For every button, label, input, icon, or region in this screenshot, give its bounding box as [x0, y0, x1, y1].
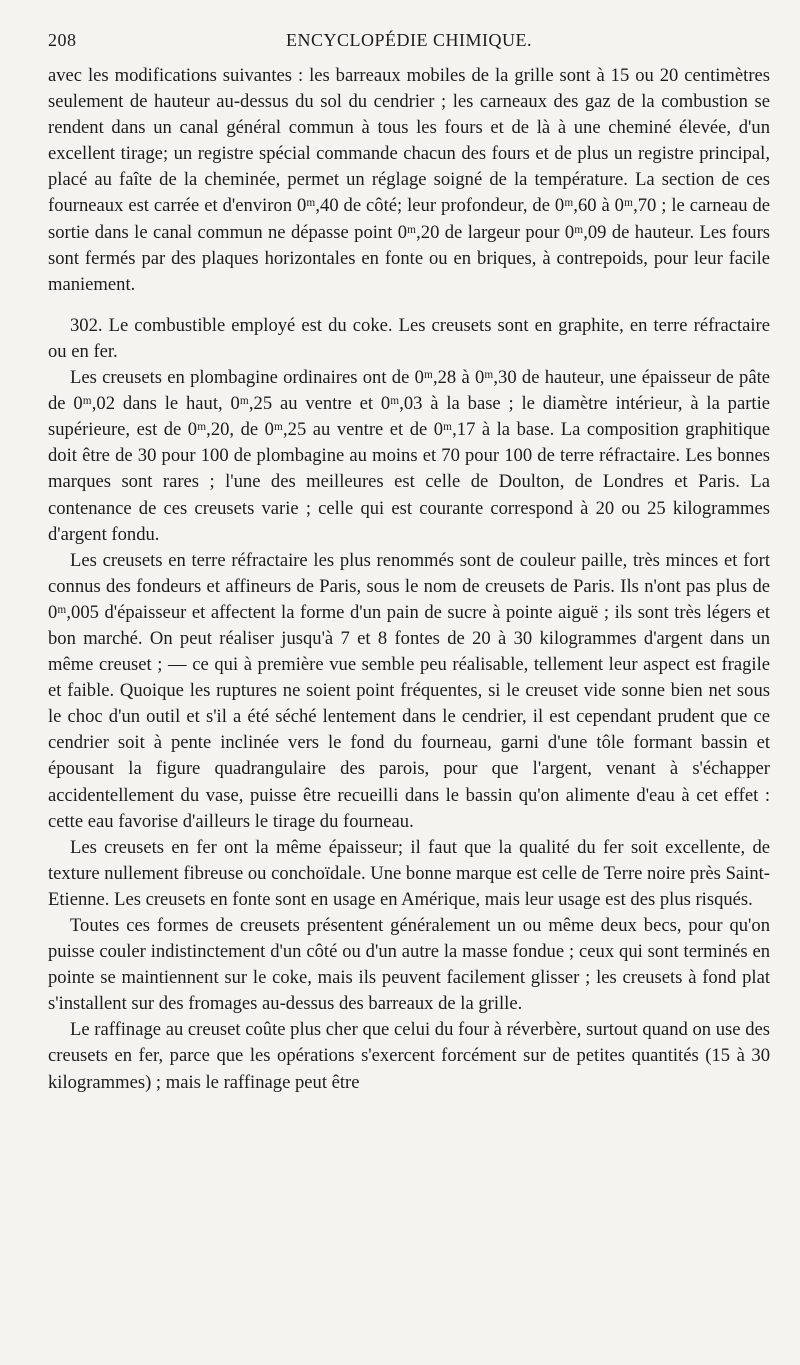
paragraph-302-combustible: 302. Le combustible employé est du coke. Les creusets sont en graphite, en terre réfractaire ou en fer.	[48, 314, 770, 362]
paragraph-furnace-modifications: avec les modifications suivantes : les barreaux mobiles de la grille sont à 15 ou 20 centimètres seulement de hauteur au-dessus du sol du cendrier ; les carneaux des gaz de la combustion se rendent dans un canal général commun à tous les fours et de là à une cheminé élevée, d'un excellent tirage; un registre spécial commande chacun des fours et de plus un registre principal, placé au faîte de la cheminée, permet un réglage soigné de la température. La section de ces fourneaux est carrée et d'environ 0ᵐ,40 de côté; leur profondeur, de 0ᵐ,60 à 0ᵐ,70 ; le carneau de sortie dans le canal commun ne dépasse point 0ᵐ,20 de largeur pour 0ᵐ,09 de hauteur. Les fours sont fermés par des plaques horizontales en fonte ou en briques, à contrepoids, pour leur facile maniement.	[48, 65, 770, 295]
paragraph-graphite-crucibles: Les creusets en plombagine ordinaires ont de 0ᵐ,28 à 0ᵐ,30 de hauteur, une épaisseur de pâte de 0ᵐ,02 dans le haut, 0ᵐ,25 au ventre et 0ᵐ,03 à la base ; le diamètre intérieur, à la partie supérieure, est de 0ᵐ,20, de 0ᵐ,25 au ventre et de 0ᵐ,17 à la base. La composition graphitique doit être de 30 pour 100 de plombagine au moins et 70 pour 100 de terre réfractaire. Les bonnes marques sont rares ; l'une des meilleures est celle de Doulton, de Londres et Paris. La contenance de ces creusets varie ; celle qui est courante correspond à 20 ou 25 kilogrammes d'argent fondu.	[48, 367, 770, 545]
page-body	[48, 63, 770, 1096]
paragraph-refining-cost: Le raffinage au creuset coûte plus cher que celui du four à réverbère, surtout quand on use des creusets en fer, parce que les opérations s'exercent forcément sur de petites quantités (15 à 30 kilogrammes) ; mais le raffinage peut être	[48, 1019, 770, 1093]
paragraph-iron-crucibles: Les creusets en fer ont la même épaisseur; il faut que la qualité du fer soit excellente, de texture nullement fibreuse ou conchoïdale. Une bonne marque est celle de Terre noire près Saint-Etienne. Les creusets en fonte sont en usage en Amérique, mais leur usage est des plus risqués.	[48, 836, 770, 910]
paragraph-crucible-forms: Toutes ces formes de creusets présentent généralement un ou même deux becs, pour qu'on puisse couler indistinctement d'un côté ou d'un autre la masse fondue ; ceux qui sont terminés en pointe se maintiennent sur le coke, mais ils peuvent facilement glisser ; les creusets à fond plat s'installent sur des fromages au-dessus des barreaux de la grille.	[48, 915, 770, 1015]
paragraph-refractory-crucibles: Les creusets en terre réfractaire les plus renommés sont de couleur paille, très minces et fort connus des fondeurs et affineurs de Paris, sous le nom de creusets de Paris. Ils n'ont pas plus de 0ᵐ,005 d'épaisseur et affectent la forme d'un pain de sucre à pointe aiguë ; ils sont très légers et bon marché. On peut réaliser jusqu'à 7 et 8 fontes de 20 à 30 kilogrammes d'argent dans un même creuset ; — ce qui à première vue semble peu réalisable, tellement leur aspect est fragile et faible. Quoique les ruptures ne soient point fréquentes, si le creuset vide sonne bien net sous le choc d'un outil et s'il a été séché lentement dans le cendrier, il est cependant prudent que ce cendrier soit à pente inclinée vers le fond du fourneau, garni d'une tôle formant bassin et épousant la figure quadrangulaire des parois, pour que l'argent, venant à s'échapper accidentellement du vase, puisse être recueilli dans le bassin qu'on alimente d'eau à cet effet : cette eau favorise d'ailleurs le tirage du fourneau.	[48, 549, 770, 832]
running-title: ENCYCLOPÉDIE CHIMIQUE.	[286, 30, 532, 50]
page-number: 208	[48, 30, 77, 50]
running-header	[48, 30, 770, 54]
